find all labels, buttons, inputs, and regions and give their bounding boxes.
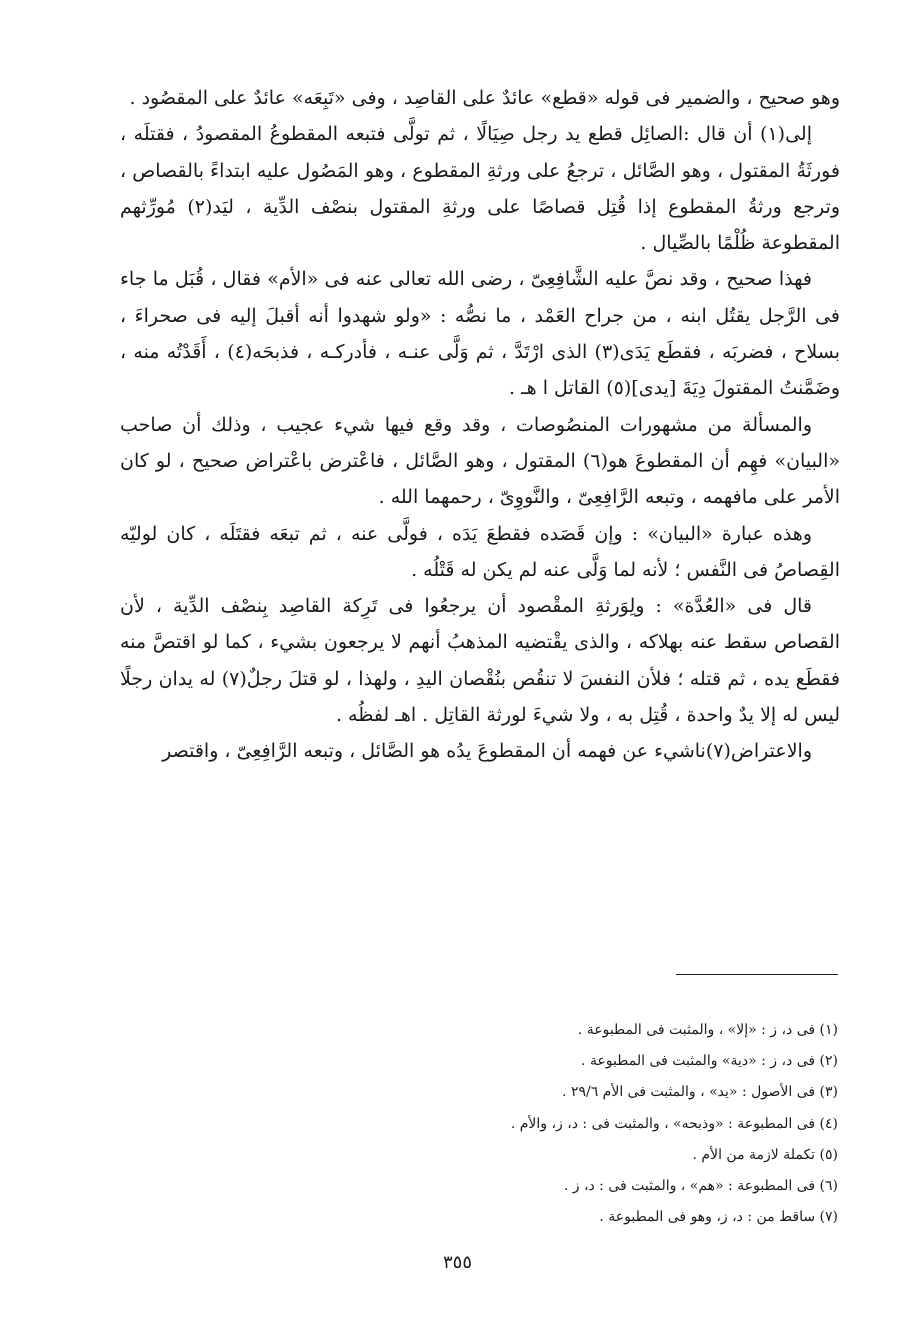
paragraph-3: فهذا صحيح ، وقد نصَّ عليه الشَّافِعِىّ ، رضى الله تعالى عنه فى «الأم» فقال ، قُبَل ما جاء فى الرَّجل يقتُل ابنه ، من جراح العَمْد ، ما نصُّه : «ولو شهدوا أنه أقبلَ إليه فى صحراءَ ، بسلاح ، فضربَه ، فقطَع يَدَى(٣) الذى ارْتَدَّ ، ثم وَلَّى عنـه ، فأدركـه ، فذبحَه(٤) ، أَقَدْتُه منه ، وضَمَّنتُ المقتولَ دِيَةَ [يدى](٥) القاتل ا هـ .: [120, 268, 841, 400]
footnote-2: (٢) فى د، ز : «دية» والمثبت فى المطبوعة .: [581, 1053, 838, 1070]
paragraph-1: وهو صحيح ، والضمير فى قوله «قطع» عائدٌ على القاصِد ، وفى «تَبِعَه» عائدٌ على المقصُود .: [129, 87, 840, 109]
footnote-6: (٦) فى المطبوعة : «هم» ، والمثبت فى : د، ز .: [563, 1178, 838, 1195]
paragraph-4: والمسألة من مشهورات المنصُوصات ، وقد وقع فيها شيء عجيب ، وذلك أن صاحب «البيان» فهِم أن المقطوعَ هو(٦) المقتول ، وهو الصَّائل ، فاعْترض باعْتراض صحيح ، لو كان الأمر على مافهمه ، وتبعه الرَّافِعِىّ ، والنَّووِىّ ، رحمهما الله .: [120, 413, 840, 509]
footnotes-list: [120, 1015, 838, 1233]
paragraph-5: وهذه عبارة «البيان» : وإن قَصَده فقطعَ يَدَه ، فولَّى عنه ، ثم تبعَه فقتَلَه ، كان لوليّه القِصاصُ فى النَّفس ؛ لأنه لما وَلَّى عنه لم يكن له قَتْلُه .: [120, 522, 840, 581]
footnote-1: (١) فى د، ز : «إلا» ، والمثبت فى المطبوعة .: [577, 1022, 838, 1038]
footnote-4: (٤) فى المطبوعة : «وذبحه» ، والمثبت فى : د، ز، والأم .: [510, 1115, 838, 1132]
main-text: [120, 80, 840, 770]
paragraph-2: إلى(١) أن قال :الصائِل قطع يد رجل صِيَالًا ، ثم تولَّى فتبعه المقطوعُ المقصودُ ، فقتلَه ، فورثَةُ المقتول ، وهو الصَّائل ، ترجعُ على ورثةِ المقطوع ، وهو المَصُول عليه ابتداءً بالقصاص ، وترجع ورثةُ المقطوع إذا قُتِل قصاصًا على ورثةِ المقتول بنصْف الدِّية ، ليَد(٢) مُورِّثهم المقطوعة ظُلْمًا بالصِّيال .: [120, 123, 841, 255]
footnote-5: (٥) تكملة لازمة من الأم .: [692, 1146, 838, 1163]
page-number: ٣٥٥: [442, 1252, 472, 1273]
paragraph-6: قال فى «العُدَّة» : ولِوَرثةِ المقْصود أن يرجعُوا فى تَرِكة القاصِد بِنصْف الدِّية ، لأن القصاص سقط عنه بهلاكه ، والذى يقْتضيه المذهبُ أنهم لا يرجعون بشيء ، كما لو اقتصَّ منه فقطَع يده ، ثم قتله ؛ فلأن النفسَ لا تنقُص بنُقْصان اليدِ ، ولهذا ، لو قتلَ رجلٌ(٧) له يدان رجلًا ليس له إلا يدٌ واحدة ، قُتِل به ، ولا شيءَ لورثة القاتِل . اهـ لفظُه .: [120, 595, 841, 727]
paragraph-7: والاعتراض(٧)ناشيء عن فهمه أن المقطوعَ يدُه هو الصَّائل ، وتبعه الرَّافِعِىّ ، واقتصر: [162, 740, 812, 763]
footnote-7: (٧) ساقط من : د، ز، وهو فى المطبوعة .: [599, 1209, 838, 1226]
footnote-3: (٣) فى الأصول : «يد» ، والمثبت فى الأم ٢٩/٦ .: [562, 1084, 838, 1101]
footnote-divider: [676, 974, 838, 975]
